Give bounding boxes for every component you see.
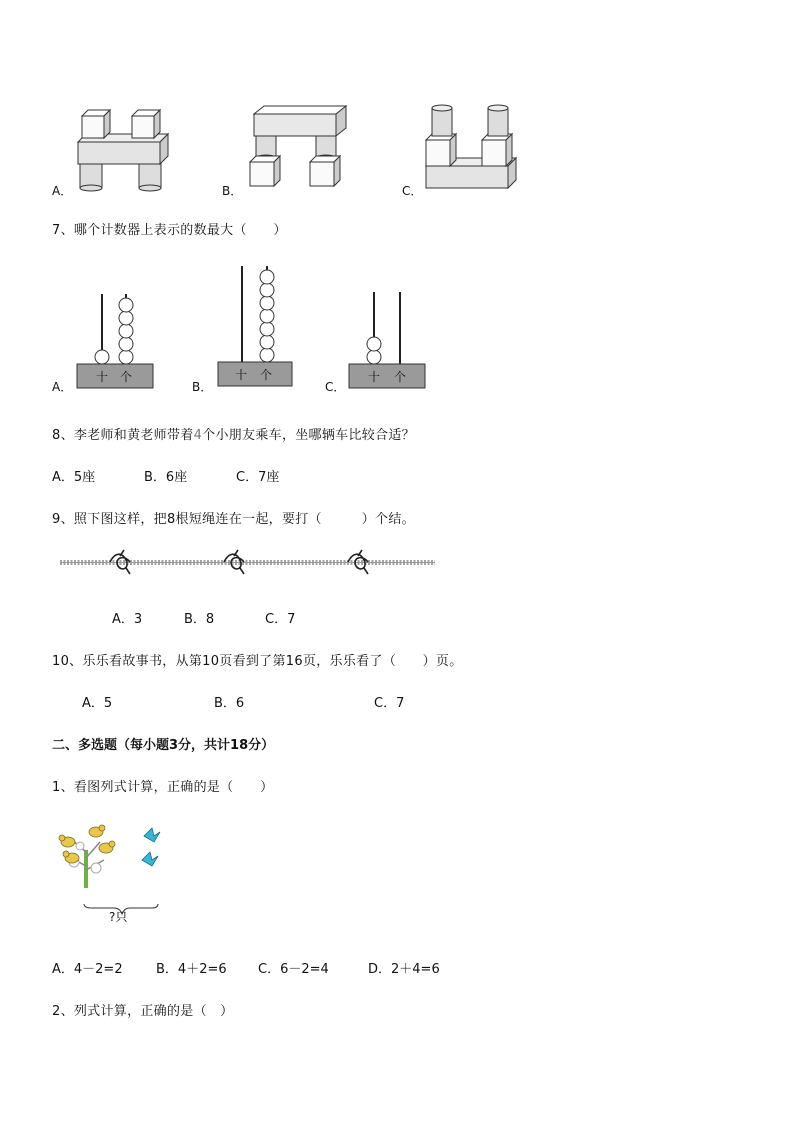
abacus-bead [260,296,274,310]
q6-label-c: C． [402,184,423,198]
m1-birds-image [56,822,166,922]
q8-text-a: 8、李老师和黄老师带着 [52,428,194,443]
q7-question: 7、哪个计数器上表示的数最大（ ） [52,223,287,238]
m1-option-d[interactable]: D．2＋4=6 [368,962,440,977]
abacus-bead [119,298,133,312]
q7-label-a: A． [52,380,73,394]
q8-option-c[interactable]: C．7座 [236,470,280,485]
q6-label-b: B． [222,184,243,198]
abacus-ones-label: 个 [120,370,133,384]
q10-option-a[interactable]: A．5 [82,696,113,711]
yellow-bird-icon [99,841,115,853]
q8-question [52,424,415,443]
yellow-bird-icon [59,835,75,847]
abacus-bead [95,350,109,364]
q7-label-b: B． [192,380,213,394]
abacus-bead [260,309,274,323]
abacus-bead [119,337,133,351]
abacus-bead [260,348,274,362]
m1-option-a[interactable]: A．4－2=2 [52,962,123,977]
abacus-bead [119,350,133,364]
m1-question: 1、看图列式计算，正确的是（ ） [52,780,274,795]
yellow-bird-icon [63,851,79,863]
m2-question: 2、列式计算，正确的是（ ） [52,1004,234,1019]
abacus-bead [260,270,274,284]
q9-rope-image [60,552,440,582]
abacus-tens-label: 十 [235,368,248,382]
q8-option-b[interactable]: B．6座 [144,470,188,485]
m1-caption: ?只 [109,910,128,924]
q10-option-c[interactable]: C．7 [374,696,405,711]
q6-figure-b [246,102,356,192]
yellow-bird-icon [89,825,105,837]
abacus-bead [367,337,381,351]
q9-question: 9、照下图这样，把8根短绳连在一起，要打（ ）个结。 [52,512,415,527]
abacus-base [349,364,425,388]
blue-bird-icon [144,828,160,842]
q9-option-b[interactable]: B．8 [184,612,215,627]
abacus-bead [119,311,133,325]
abacus-ones-label: 个 [260,368,273,382]
q6-label-a: A． [52,184,73,198]
blue-bird-icon [142,852,158,866]
abacus-bead [260,283,274,297]
q10-question: 10、乐乐看故事书，从第10页看到了第16页，乐乐看了（ ）页。 [52,654,463,669]
q8-text-b: 个小朋友乘车，坐哪辆车比较合适？ [202,428,415,443]
q10-option-b[interactable]: B．6 [214,696,245,711]
abacus-bead [260,322,274,336]
abacus-bead [260,335,274,349]
q9-option-a[interactable]: A．3 [112,612,143,627]
q8-option-a[interactable]: A．5座 [52,470,96,485]
abacus-ones-label: 个 [394,370,407,384]
q9-option-c[interactable]: C．7 [265,612,296,627]
abacus-bead [367,350,381,364]
abacus-tens-label: 十 [96,370,109,384]
tree-icon [68,840,104,888]
q6-figure-a [76,104,176,194]
abacus-bead [119,324,133,338]
abacus-base [218,362,292,386]
m1-option-b[interactable]: B．4＋2=6 [156,962,227,977]
q7-label-c: C． [325,380,346,394]
abacus-base [77,364,153,388]
m1-option-c[interactable]: C．6－2=4 [258,962,329,977]
q6-figure-c [424,100,524,192]
section-2-title: 二、多选题（每小题3分，共计18分） [52,738,275,753]
q8-number: 4 [193,428,203,443]
abacus-tens-label: 十 [368,370,381,384]
